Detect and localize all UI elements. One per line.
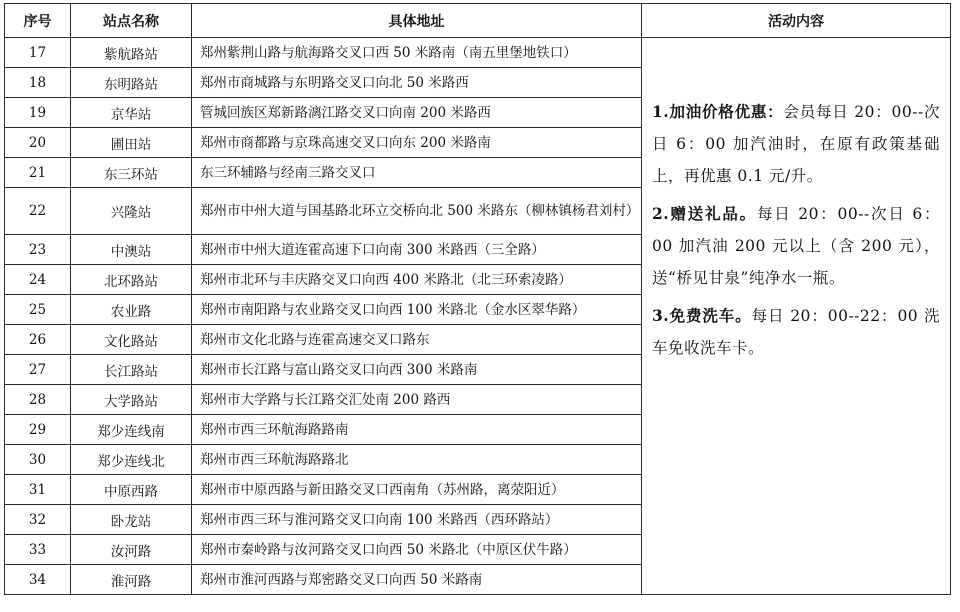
station-table (4, 3, 951, 595)
activity-item-2-body: 每日 20：00--次日 6：00 加汽油 200 元以上（含 200 元），送“桥见甘泉”纯净水一瓶。 (652, 205, 940, 287)
cell-address: 管城回族区郑新路漓江路交叉口向南 200 米路西 (192, 98, 642, 128)
cell-no: 29 (5, 415, 71, 445)
cell-name: 汝河路 (71, 535, 192, 565)
cell-no: 19 (5, 98, 71, 128)
cell-address: 郑州市中州大道与国基路北环立交桥向北 500 米路东（柳林镇杨君刘村） (192, 188, 642, 235)
cell-no: 32 (5, 505, 71, 535)
cell-name: 长江路站 (71, 355, 192, 385)
cell-address: 郑州市商城路与东明路交叉口向北 50 米路西 (192, 68, 642, 98)
table-row (5, 38, 951, 68)
cell-no: 18 (5, 68, 71, 98)
cell-no: 30 (5, 445, 71, 475)
activity-item-1 (652, 96, 940, 192)
activity-item-3 (652, 300, 940, 364)
activity-item-3-body: 每日 20：00--22：00 洗车免收洗车卡。 (652, 307, 940, 357)
cell-address: 郑州市大学路与长江路交汇处南 200 路西 (192, 385, 642, 415)
cell-name: 东三环站 (71, 158, 192, 188)
cell-name: 北环路站 (71, 265, 192, 295)
cell-name: 中澳站 (71, 235, 192, 265)
cell-no: 20 (5, 128, 71, 158)
header-address: 具体地址 (192, 4, 642, 38)
cell-name: 文化路站 (71, 325, 192, 355)
cell-name: 京华站 (71, 98, 192, 128)
cell-no: 27 (5, 355, 71, 385)
cell-name: 大学路站 (71, 385, 192, 415)
cell-address: 郑州市淮河西路与郑密路交叉口向西 50 米路南 (192, 565, 642, 595)
header-activity: 活动内容 (642, 4, 951, 38)
activity-item-2-head: 2.赠送礼品。 (652, 204, 757, 223)
cell-address: 郑州市文化北路与连霍高速交叉口路东 (192, 325, 642, 355)
cell-address: 郑州紫荆山路与航海路交叉口西 50 米路南（南五里堡地铁口） (192, 38, 642, 68)
cell-name: 东明路站 (71, 68, 192, 98)
header-row (5, 4, 951, 38)
cell-no: 22 (5, 188, 71, 235)
activity-content (652, 96, 940, 364)
cell-address: 郑州市北环与丰庆路交叉口向西 400 米路北（北三环索凌路） (192, 265, 642, 295)
cell-name: 郑少连线北 (71, 445, 192, 475)
header-no: 序号 (5, 4, 71, 38)
cell-name: 圃田站 (71, 128, 192, 158)
cell-name: 卧龙站 (71, 505, 192, 535)
header-name: 站点名称 (71, 4, 192, 38)
cell-no: 31 (5, 475, 71, 505)
cell-address: 东三环辅路与经南三路交叉口 (192, 158, 642, 188)
activity-item-3-head: 3.免费洗车。 (652, 306, 752, 325)
cell-name: 中原西路 (71, 475, 192, 505)
cell-no: 17 (5, 38, 71, 68)
activity-item-2 (652, 198, 940, 294)
cell-name: 兴隆站 (71, 188, 192, 235)
cell-no: 33 (5, 535, 71, 565)
cell-address: 郑州市西三环航海路路南 (192, 415, 642, 445)
cell-no: 25 (5, 295, 71, 325)
cell-address: 郑州市商都路与京珠高速交叉口向东 200 米路南 (192, 128, 642, 158)
cell-name: 紫航路站 (71, 38, 192, 68)
cell-address: 郑州市西三环与淮河路交叉口向南 100 米路西（西环路站） (192, 505, 642, 535)
cell-no: 34 (5, 565, 71, 595)
cell-name: 农业路 (71, 295, 192, 325)
cell-address: 郑州市中州大道连霍高速下口向南 300 米路西（三全路） (192, 235, 642, 265)
activity-item-1-body: 会员每日 20：00--次日 6：00 加汽油时，在原有政策基础上，再优惠 0.1 元/升。 (652, 103, 940, 185)
cell-address: 郑州市长江路与富山路交叉口向西 300 米路南 (192, 355, 642, 385)
cell-name: 淮河路 (71, 565, 192, 595)
cell-no: 26 (5, 325, 71, 355)
cell-name: 郑少连线南 (71, 415, 192, 445)
cell-address: 郑州市秦岭路与汝河路交叉口向西 50 米路北（中原区伏牛路） (192, 535, 642, 565)
cell-address: 郑州市中原西路与新田路交叉口西南角（苏州路，离荥阳近） (192, 475, 642, 505)
cell-no: 21 (5, 158, 71, 188)
cell-no: 24 (5, 265, 71, 295)
cell-no: 28 (5, 385, 71, 415)
activity-cell (642, 38, 951, 595)
activity-item-1-head: 1.加油价格优惠： (652, 102, 784, 121)
cell-address: 郑州市西三环航海路路北 (192, 445, 642, 475)
cell-no: 23 (5, 235, 71, 265)
cell-address: 郑州市南阳路与农业路交叉口向西 100 米路北（金水区翠华路） (192, 295, 642, 325)
